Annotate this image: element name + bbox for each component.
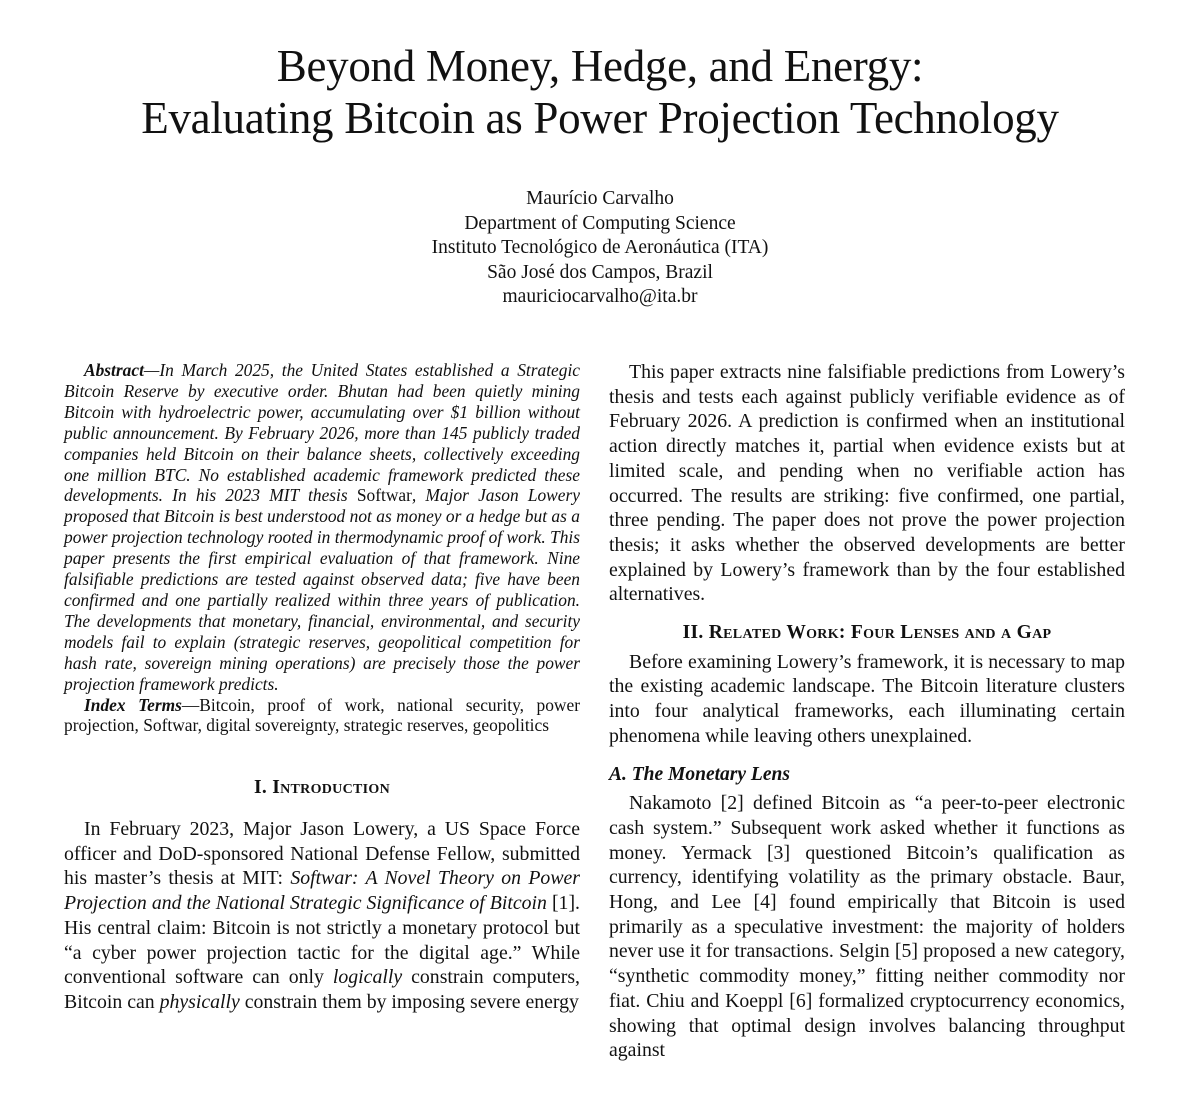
monetary-lens-paragraph: Nakamoto [2] defined Bitcoin as “a peer-to-peer electronic cash system.” Subsequent work asked whether it functions as money. Yermack [3] questioned Bitcoin’s qualification as currency, identifying volatility as the primary obstacle. Baur, Hong, and Lee [4] found empirically that Bitcoin is used primarily as a speculative investment: the majority of holders never use it for transactions. Selgin [5] proposed a new category, “synthetic commodity money,” fitting neither commodity nor fiat. Chiu and Koeppl [6] formalized cryptocurrency economics, showing that optimal design involves balancing throughput against bbox=[609, 792, 1125, 1062]
introduction-paragraph bbox=[64, 817, 580, 1015]
intro-continuation-paragraph: This paper extracts nine falsifiable predictions from Lowery’s thesis and tests each against publicly verifiable evidence as of February 2026. A prediction is confirmed when an institutional action directly matches it, partial when evidence exists but at limited scale, and pending when no verifiable action has occurred. The results are striking: five confirmed, one partial, three pending. The paper does not prove the power projection thesis; it asks whether the observed developments are better explained by Lowery’s framework than by the four established alternatives. bbox=[609, 361, 1125, 606]
thesis-title: Softwar: A Novel Theory on Power Projection and the National Strategic Significance of Bitcoin bbox=[64, 867, 580, 915]
left-column bbox=[64, 360, 580, 1015]
intro-text-d: constrain them by imposing severe energy bbox=[239, 990, 579, 1013]
emphasis-logically: logically bbox=[332, 966, 403, 989]
abstract-label: Abstract bbox=[84, 360, 144, 380]
emphasis-physically: physically bbox=[159, 990, 240, 1013]
author-institution: Instituto Tecnológico de Aeronáutica (ITA) bbox=[431, 237, 769, 258]
abstract-text-2: , Major Jason Lowery proposed that Bitcoin is best understood not as money or a hedge but as a power projection technology rooted in thermodynamic proof of work. This paper presents the first empirical evaluation of that framework. Nine falsifiable predictions are tested against observed data; five have been confirmed and one partially realized within three years of publication. The developments that monetary, financial, environmental, and security models fail to explain (strategic reserves, geopolitical competition for hash rate, sovereign mining operations) are precisely those the power projection framework predicts. bbox=[64, 485, 580, 694]
index-terms-text: Bitcoin, proof of work, national security, power projection, Softwar, digital sovereignty, strategic reserves, geopolitics bbox=[64, 694, 580, 736]
related-work-paragraph: Before examining Lowery’s framework, it is necessary to map the existing academic landscape. The Bitcoin literature clusters into four analytical frameworks, each illuminating certain phenomena while leaving others unexplained. bbox=[609, 650, 1125, 747]
author-email: mauriciocarvalho@ita.br bbox=[502, 286, 698, 307]
title-line-2: Evaluating Bitcoin as Power Projection Technology bbox=[141, 93, 1059, 143]
author-location: São José dos Campos, Brazil bbox=[487, 261, 713, 283]
abstract bbox=[64, 360, 580, 695]
section-heading-introduction: I. Introduction bbox=[254, 777, 390, 799]
abstract-text-1: In March 2025, the United States established a Strategic Bitcoin Reserve by executive order. Bhutan had been quietly mining Bitcoin with hydroelectric power, accumulating over $1 billion without public announcement. By February 2026, more than 145 publicly traded companies held Bitcoin on their balance sheets, collectively exceeding one million BTC. No established academic framework predicted these developments. In his 2023 MIT thesis bbox=[64, 360, 580, 506]
paper-title bbox=[0, 40, 1200, 144]
author-department: Department of Computing Science bbox=[464, 212, 736, 234]
author-block bbox=[0, 187, 1200, 310]
subsection-heading-monetary-lens: A. The Monetary Lens bbox=[609, 763, 790, 785]
intro-text-c: constrain computers, Bitcoin can bbox=[64, 966, 580, 1013]
author-name: Maurício Carvalho bbox=[526, 188, 674, 209]
right-column bbox=[609, 360, 1125, 1063]
index-terms-dash: — bbox=[181, 694, 200, 715]
intro-text-a: In February 2023, Major Jason Lowery, a US Space Force officer and DoD-sponsored National Defense Fellow, submitted his master’s thesis at MIT: bbox=[64, 818, 580, 890]
intro-text-b: [1]. His central claim: Bitcoin is not strictly a monetary protocol but “a cyber power projection tactic for the digital age.” While conventional software can only bbox=[64, 892, 580, 989]
title-line-1: Beyond Money, Hedge, and Energy: bbox=[276, 41, 924, 91]
index-terms bbox=[64, 695, 580, 737]
abstract-softwar: Softwar bbox=[356, 485, 412, 506]
index-terms-label: Index Terms bbox=[84, 694, 182, 715]
abstract-dash: — bbox=[143, 360, 160, 380]
section-heading-related-work: II. Related Work: Four Lenses and a Gap bbox=[682, 622, 1052, 644]
